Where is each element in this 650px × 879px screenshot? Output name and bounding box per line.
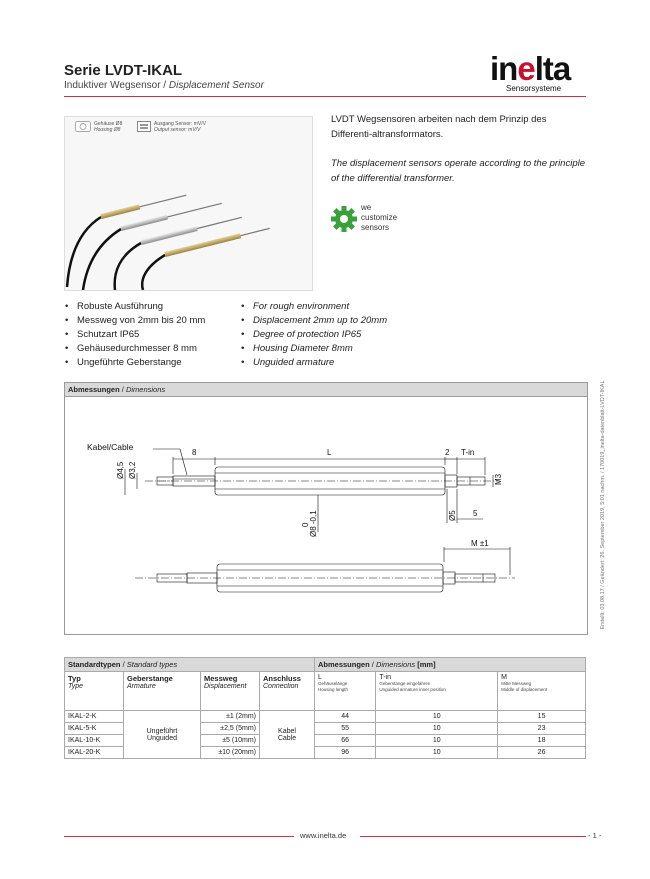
dimensions-head-en: Dimensions bbox=[125, 385, 166, 394]
cell-typ: IKAL-20-K bbox=[65, 747, 124, 759]
cell-M: 26 bbox=[498, 747, 586, 759]
col-messweg-en: Displacement bbox=[204, 683, 247, 690]
label-tin: T-in bbox=[461, 448, 475, 457]
sensor-photo-illustration bbox=[65, 117, 312, 290]
wcs-line2: customize bbox=[361, 213, 398, 222]
we-customize-sensors-badge bbox=[331, 202, 421, 238]
dimensions-head-de: Abmessungen bbox=[68, 385, 120, 394]
cell-messweg: ±1 (2mm) bbox=[201, 711, 260, 723]
label-L: L bbox=[327, 448, 332, 457]
table-section-types: Standardtypen / Standard types bbox=[65, 658, 315, 672]
header-divider bbox=[64, 96, 586, 97]
label-2: 2 bbox=[445, 448, 450, 457]
logo-part-lta: lta bbox=[534, 50, 571, 87]
label-d5: Ø5 bbox=[448, 510, 457, 521]
cell-typ: IKAL-2-K bbox=[65, 711, 124, 723]
cell-M: 23 bbox=[498, 723, 586, 735]
col-T: T-in bbox=[379, 674, 391, 681]
cell-M: 18 bbox=[498, 735, 586, 747]
col-header-messweg bbox=[201, 672, 260, 711]
col-header-geber bbox=[124, 672, 201, 711]
feature-en-item: • For rough environment bbox=[240, 300, 387, 314]
col-header-L bbox=[315, 672, 376, 711]
cell-typ: IKAL-5-K bbox=[65, 723, 124, 735]
label-5: 5 bbox=[473, 509, 478, 518]
cell-L: 44 bbox=[315, 711, 376, 723]
cell-messweg: ±10 (20mm) bbox=[201, 747, 260, 759]
col-messweg: Messweg bbox=[204, 674, 238, 683]
feature-de-item: • Messweg von 2mm bis 20 mm bbox=[64, 314, 205, 328]
col-anschluss: Anschluss bbox=[263, 674, 301, 683]
intro-de: LVDT Wegsensoren arbeiten nach dem Prinzip des Differenti-altransformators. bbox=[331, 114, 547, 140]
legend-housing-de: Gehäuse Ø8 bbox=[94, 121, 123, 127]
section2-unit: [mm] bbox=[417, 660, 436, 669]
standard-types-table bbox=[64, 657, 586, 759]
col-T-sub1: Geberstange eingefahren bbox=[379, 681, 431, 686]
cell-L: 55 bbox=[315, 723, 376, 735]
legend-output-de: Ausgang Sensor: mV/V bbox=[154, 121, 206, 127]
logo-wordmark bbox=[490, 52, 570, 86]
connection-de: Kabel bbox=[278, 727, 296, 735]
label-cable: Kabel/Cable bbox=[87, 442, 134, 452]
footer-url[interactable]: www.inelta.de bbox=[300, 831, 347, 840]
feature-de-item: • Gehäusedurchmesser 8 mm bbox=[64, 342, 205, 356]
label-m3: M3 bbox=[494, 473, 503, 485]
col-geber: Geberstange bbox=[127, 674, 173, 683]
col-typ-en: Type bbox=[68, 683, 84, 690]
feature-de-item: • Schutzart IP65 bbox=[64, 328, 205, 342]
col-L: L bbox=[318, 674, 322, 681]
col-M-sub1: Mitte Messweg bbox=[501, 681, 532, 686]
col-M-sub2: Middle of displacement bbox=[501, 686, 548, 692]
cell-L: 66 bbox=[315, 735, 376, 747]
section2-en: Dimensions bbox=[375, 660, 416, 669]
logo-part-in: in bbox=[490, 50, 518, 87]
page-number: - 1 - bbox=[588, 831, 602, 840]
col-header-typ bbox=[65, 672, 124, 711]
col-T-sub2: Unguided armature inner position bbox=[379, 686, 446, 692]
cell-L: 96 bbox=[315, 747, 376, 759]
cell-T: 10 bbox=[376, 723, 498, 735]
features-list-en bbox=[240, 300, 387, 370]
section1-en: Standard types bbox=[126, 660, 178, 669]
legend-output-en: Output sensor: mV/V bbox=[154, 127, 201, 133]
logo-subtitle: Sensorsysteme bbox=[506, 84, 562, 93]
cell-typ: IKAL-10-K bbox=[65, 735, 124, 747]
col-header-anschluss bbox=[260, 672, 315, 711]
col-header-T bbox=[376, 672, 498, 711]
label-m: M ±1 bbox=[471, 539, 489, 548]
armature-de: Ungeführt bbox=[146, 727, 178, 735]
product-photo bbox=[64, 116, 313, 291]
gear-icon bbox=[331, 204, 357, 234]
inelta-logo bbox=[490, 52, 586, 92]
col-anschluss-en: Connection bbox=[263, 683, 299, 690]
connection-en: Cable bbox=[277, 734, 297, 742]
subtitle-separator: / bbox=[160, 80, 169, 91]
cell-T: 10 bbox=[376, 711, 498, 723]
intro-text bbox=[331, 112, 586, 200]
subtitle-de: Induktiver Wegsensor bbox=[64, 80, 161, 91]
label-0: 0 bbox=[301, 522, 310, 527]
col-typ: Typ bbox=[68, 674, 81, 683]
col-L-sub1: Gehäuselänge bbox=[318, 681, 348, 686]
label-d32: Ø3,2 bbox=[128, 461, 137, 479]
legend-housing-en: Housing Ø8 bbox=[94, 127, 121, 133]
col-geber-en: Armature bbox=[127, 683, 156, 690]
cell-M: 15 bbox=[498, 711, 586, 723]
feature-en-item: • Degree of protection IP65 bbox=[240, 328, 387, 342]
table-row bbox=[65, 711, 586, 723]
cell-armature bbox=[124, 711, 201, 759]
table-section-dims: Abmessungen / Dimensions [mm] bbox=[315, 658, 586, 672]
cell-T: 10 bbox=[376, 735, 498, 747]
col-M: M bbox=[501, 674, 507, 681]
page-title: Serie LVDT-IKAL bbox=[64, 62, 183, 79]
intro-en: The displacement sensors operate according to the principle of the differential transformer. bbox=[331, 158, 586, 184]
dimensions-header bbox=[65, 383, 587, 397]
wcs-line1: we bbox=[361, 203, 372, 212]
footer-divider-left bbox=[64, 836, 294, 837]
wcs-line3: sensors bbox=[361, 223, 390, 232]
label-d8: Ø8 -0,1 bbox=[309, 510, 318, 537]
cell-messweg: ±5 (10mm) bbox=[201, 735, 260, 747]
feature-de-item: • Ungeführte Geberstange bbox=[64, 356, 205, 370]
col-L-sub2: Housing length bbox=[318, 686, 349, 692]
subtitle-en: Displacement Sensor bbox=[168, 80, 264, 91]
features-list-de bbox=[64, 300, 205, 370]
feature-en-item: • Displacement 2mm up to 20mm bbox=[240, 314, 387, 328]
footer-divider-right bbox=[360, 836, 586, 837]
section1-de: Standardtypen bbox=[68, 660, 121, 669]
feature-en-item: • Housing Diameter 8mm bbox=[240, 342, 387, 356]
page-subtitle bbox=[64, 80, 264, 91]
dimensions-section bbox=[64, 382, 588, 635]
armature-en: Unguided bbox=[147, 734, 177, 742]
feature-de-item: • Robuste Ausführung bbox=[64, 300, 205, 314]
col-header-M bbox=[498, 672, 586, 711]
cell-messweg: ±2,5 (5mm) bbox=[201, 723, 260, 735]
label-d45: Ø4,5 bbox=[116, 461, 125, 479]
technical-drawing bbox=[65, 397, 587, 634]
wcs-text bbox=[361, 203, 397, 233]
logo-part-e: e bbox=[517, 50, 535, 87]
cell-T: 10 bbox=[376, 747, 498, 759]
feature-en-item: • Unguided armature bbox=[240, 356, 387, 370]
cell-connection bbox=[260, 711, 315, 759]
section2-de: Abmessungen bbox=[318, 660, 370, 669]
label-8: 8 bbox=[192, 448, 197, 457]
revision-text: Erstellt: 03.08.17 / Geändert: 26. September 2019, 5:01 nachm. / 170019_inelta-datenblatt-LVDT-IKAL bbox=[600, 380, 606, 630]
dimensions-head-sep: / bbox=[119, 385, 126, 394]
